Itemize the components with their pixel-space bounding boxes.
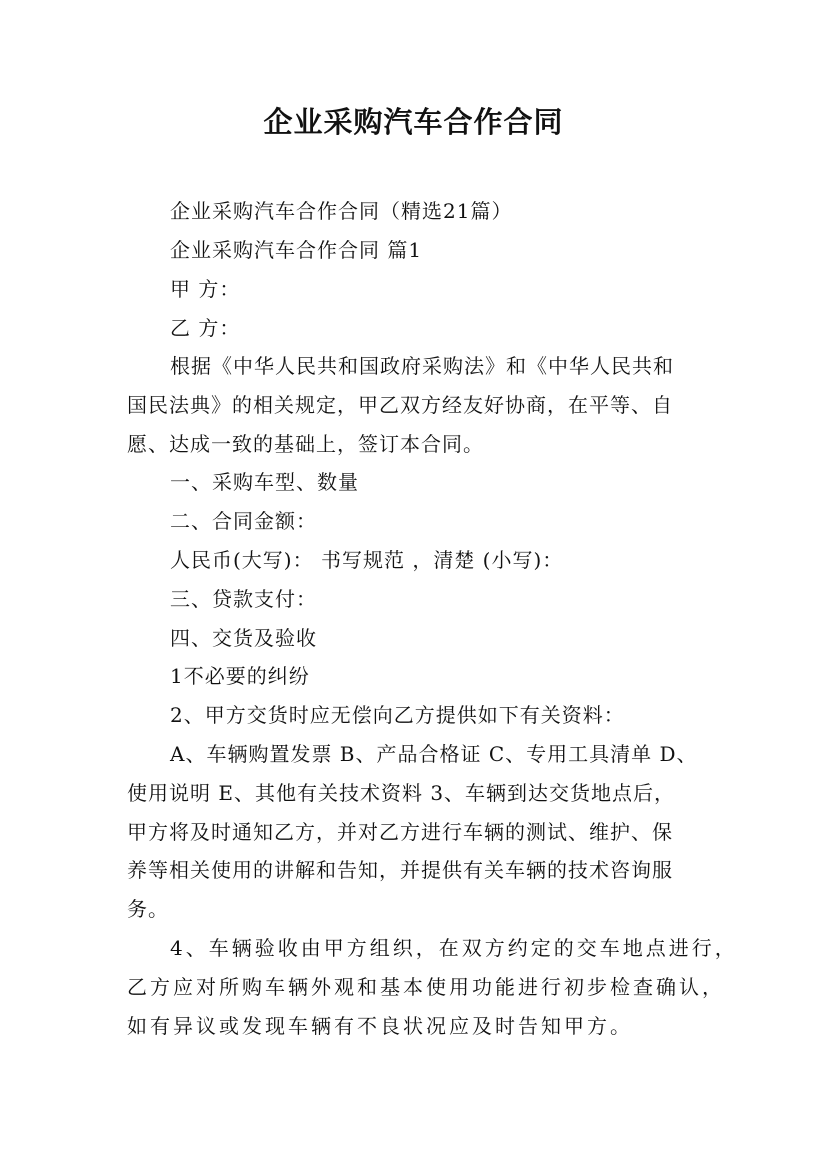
chapter-heading: 企业采购汽车合作合同 篇1	[170, 238, 423, 262]
party-a-line: 甲 方：	[170, 277, 241, 301]
section-heading: 四、交货及验收	[170, 626, 317, 650]
paragraph-line: A、车辆购置发票 B、产品合格证 C、专用工具清单 D、	[170, 742, 698, 766]
paragraph-line: 2、甲方交货时应无偿向乙方提供如下有关资料：	[170, 703, 625, 727]
section-heading: 一、采购车型、数量	[170, 470, 359, 494]
section-heading: 二、合同金额：	[170, 509, 317, 533]
section-heading: 三、贷款支付：	[170, 587, 317, 611]
paragraph-line: 国民法典》的相关规定，甲乙双方经友好协商，在平等、自	[127, 393, 673, 417]
paragraph-line: 愿、达成一致的基础上，签订本合同。	[127, 432, 484, 456]
paragraph-line: 甲方将及时通知乙方，并对乙方进行车辆的测试、维护、保	[127, 820, 673, 844]
amount-line: 人民币(大写)： 书写规范 ，清楚 (小写)：	[170, 548, 564, 572]
paragraph-line: 1不必要的纠纷	[170, 664, 310, 688]
paragraph-line: 如有异议或发现车辆有不良状况应及时告知甲方。	[127, 1014, 633, 1038]
document-title: 企业采购汽车合作合同	[263, 105, 564, 139]
paragraph-line: 使用说明 E、其他有关技术资料 3、车辆到达交货地点后，	[127, 781, 676, 805]
party-b-line: 乙 方：	[170, 316, 241, 340]
paragraph-line: 乙方应对所购车辆外观和基本使用功能进行初步检查确认，	[127, 975, 725, 999]
subtitle-line: 企业采购汽车合作合同（精选21篇）	[170, 199, 513, 223]
paragraph-line: 4、车辆验收由甲方组织，在双方约定的交车地点进行，	[170, 936, 738, 960]
paragraph-line: 务。	[127, 897, 169, 921]
paragraph-line: 养等相关使用的讲解和告知，并提供有关车辆的技术咨询服	[127, 858, 673, 882]
paragraph-line: 根据《中华人民共和国政府采购法》和《中华人民共和	[170, 354, 674, 378]
